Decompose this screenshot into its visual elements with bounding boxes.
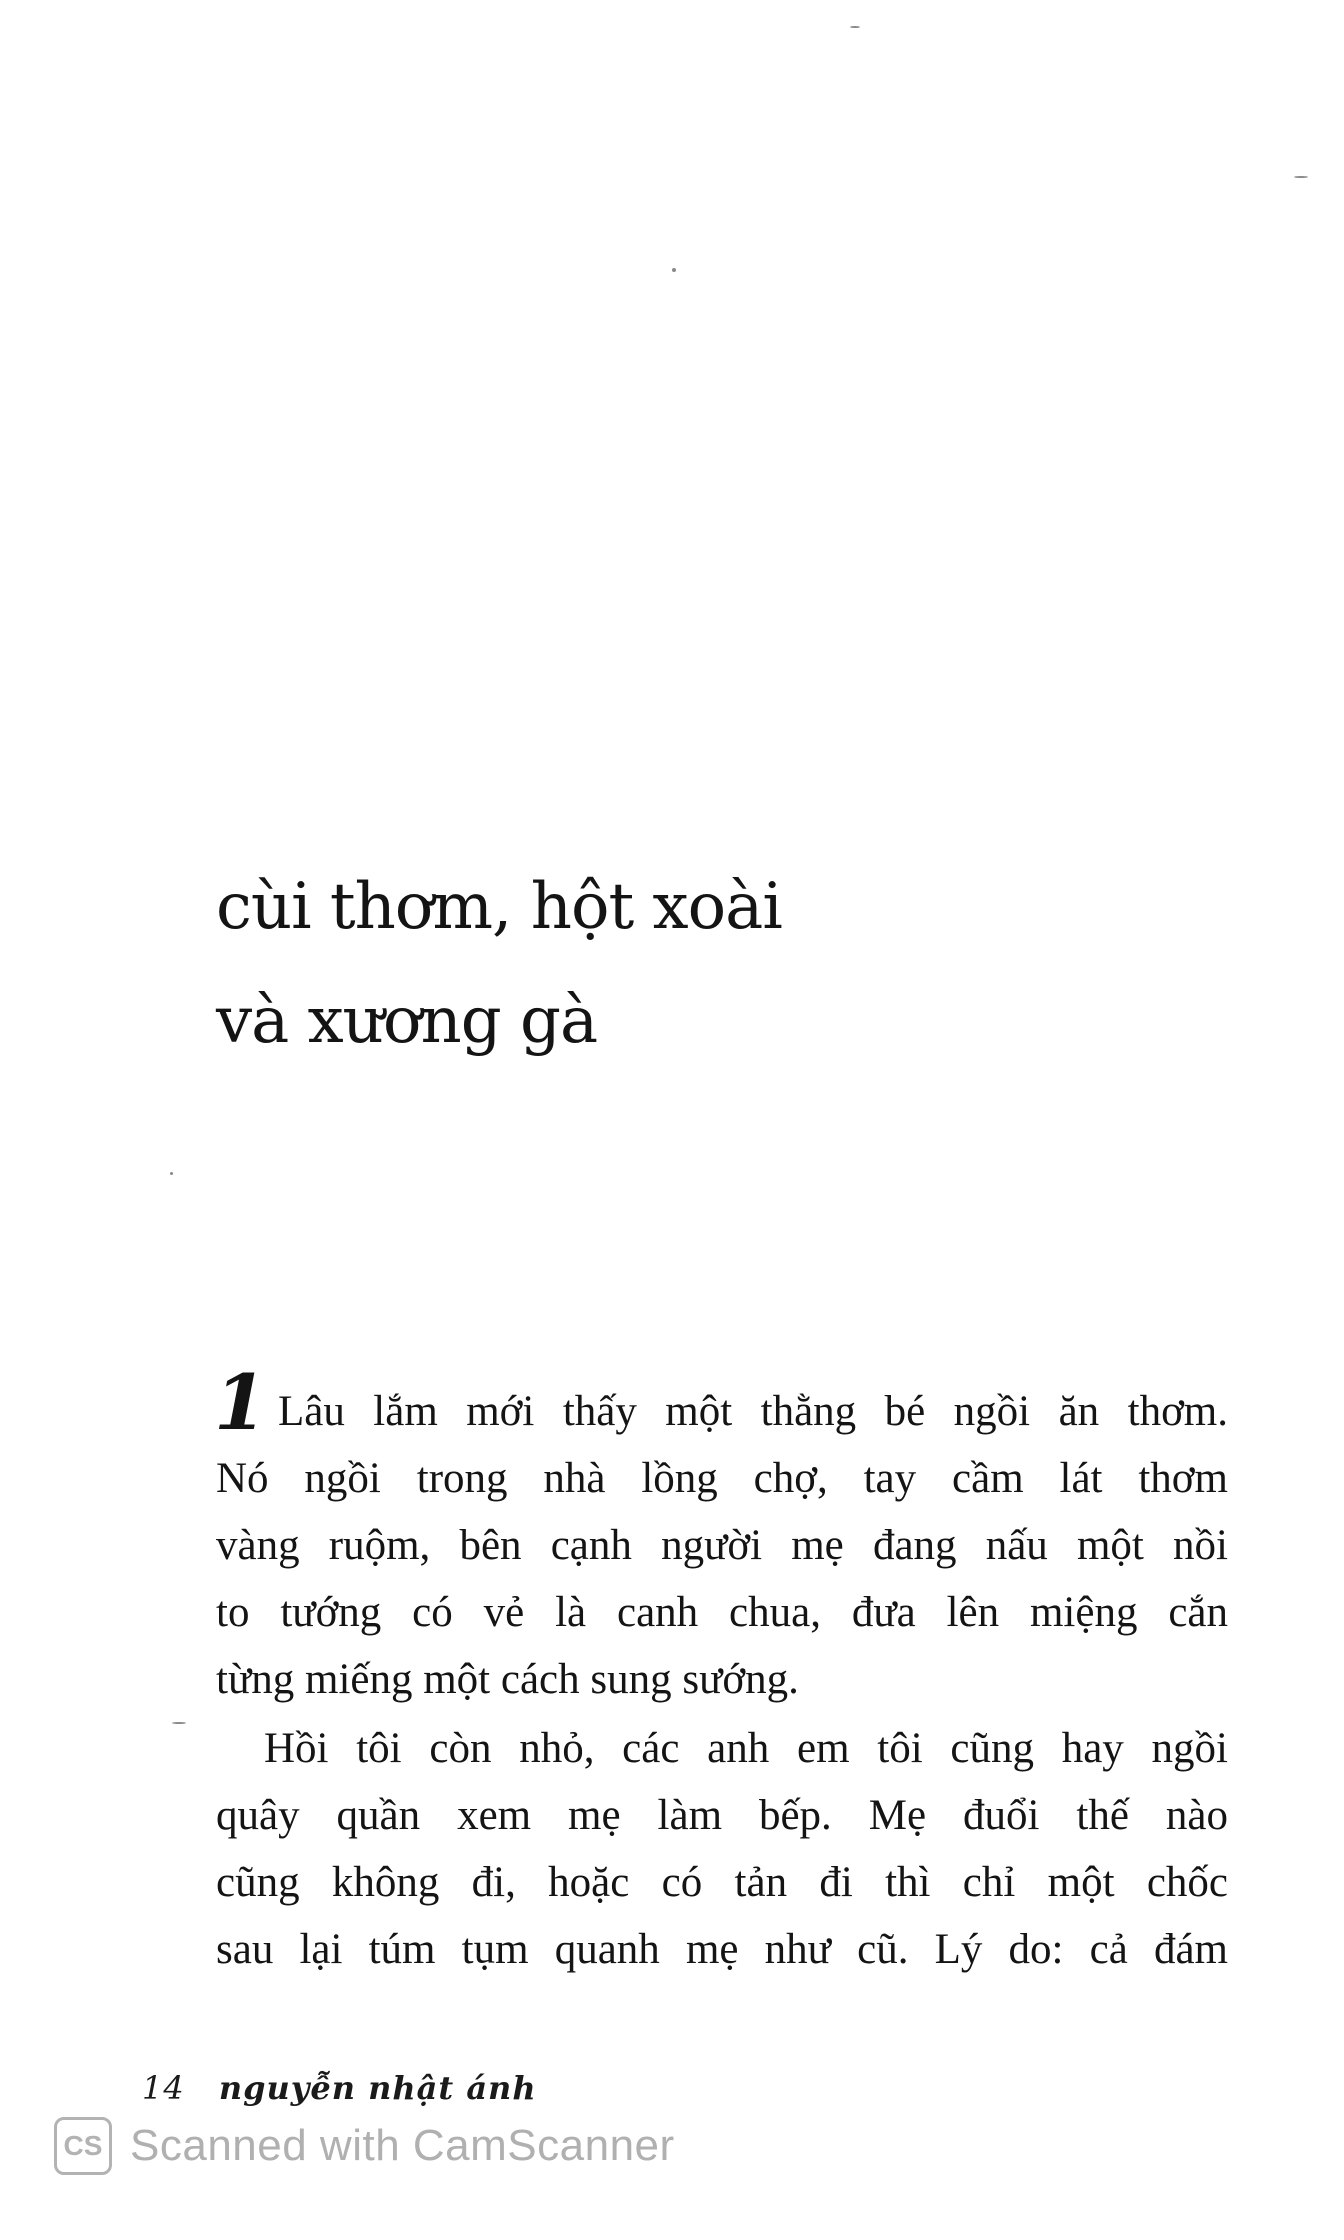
scan-speck — [672, 268, 676, 272]
scan-speck — [1294, 176, 1308, 178]
chapter-title-line-1: cùi thơm, hột xoài — [216, 870, 782, 944]
text-line: từng miếng một cách sung sướng. — [216, 1656, 799, 1703]
text-line: quây quần xem mẹ làm bếp. Mẹ đuổi thế nào — [216, 1792, 1228, 1839]
text-line: vàng ruộm, bên cạnh người mẹ đang nấu một nồi — [216, 1522, 1228, 1569]
scan-speck — [170, 1172, 173, 1175]
text-line: sau lại túm tụm quanh mẹ như cũ. Lý do: cả đám — [216, 1926, 1228, 1973]
camscanner-watermark — [54, 2114, 675, 2178]
page-number: 14 — [142, 2069, 185, 2107]
scan-speck — [850, 26, 860, 28]
chapter-title-line-2: và xương gà — [216, 984, 598, 1058]
page-footer — [142, 2068, 537, 2108]
chapter-title — [216, 850, 1116, 1078]
watermark-text: Scanned with CamScanner — [130, 2121, 675, 2170]
text-line: Lâu lắm mới thấy một thằng bé ngồi ăn thơm. — [278, 1388, 1228, 1435]
text-line: Nó ngồi trong nhà lồng chợ, tay cầm lát thơm — [216, 1455, 1228, 1502]
text-line: Hồi tôi còn nhỏ, các anh em tôi cũng hay ngồi — [264, 1725, 1228, 1772]
running-head-author: nguyễn nhật ánh — [218, 2069, 537, 2107]
text-line: to tướng có vẻ là canh chua, đưa lên miệng cắn — [216, 1589, 1228, 1636]
paragraph-1 — [216, 1378, 1228, 1713]
camscanner-logo-icon: CS — [54, 2117, 112, 2175]
text-line: cũng không đi, hoặc có tản đi thì chỉ một chốc — [216, 1859, 1228, 1906]
section-number-drop-cap: 1 — [214, 1358, 267, 1447]
paragraph-2 — [216, 1715, 1228, 1983]
body-text — [216, 1378, 1228, 1983]
scan-speck — [172, 1722, 186, 1724]
